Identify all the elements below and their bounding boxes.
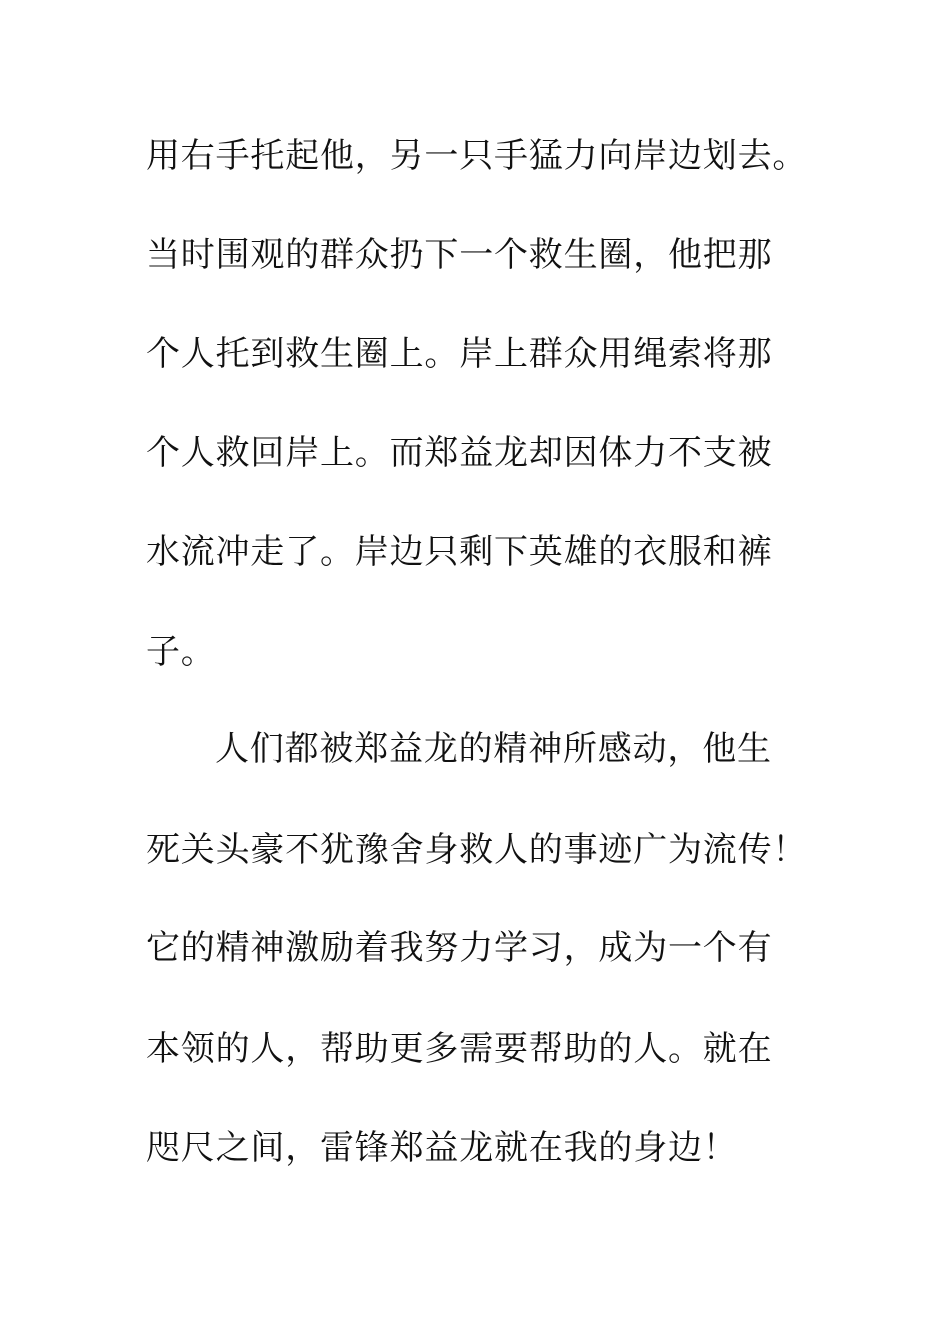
text-line: 它的精神激励着我努力学习，成为一个有	[146, 928, 773, 968]
text-line: 个人托到救生圈上。岸上群众用绳索将那	[146, 334, 773, 374]
text-line: 水流冲走了。岸边只剩下英雄的衣服和裤	[146, 532, 773, 572]
paragraph-start-line: 人们都被郑益龙的精神所感动，他生	[215, 729, 772, 769]
text-line: 当时围观的群众扔下一个救生圈，他把那	[146, 235, 773, 275]
text-line: 子。	[146, 632, 216, 672]
text-line: 死关头豪不犹豫舍身救人的事迹广为流传！	[146, 830, 808, 870]
text-line: 本领的人，帮助更多需要帮助的人。就在	[146, 1029, 773, 1069]
text-line: 咫尺之间，雷锋郑益龙就在我的身边！	[146, 1128, 738, 1168]
text-line: 用右手托起他，另一只手猛力向岸边划去。	[146, 136, 808, 176]
text-line: 个人救回岸上。而郑益龙却因体力不支被	[146, 433, 773, 473]
